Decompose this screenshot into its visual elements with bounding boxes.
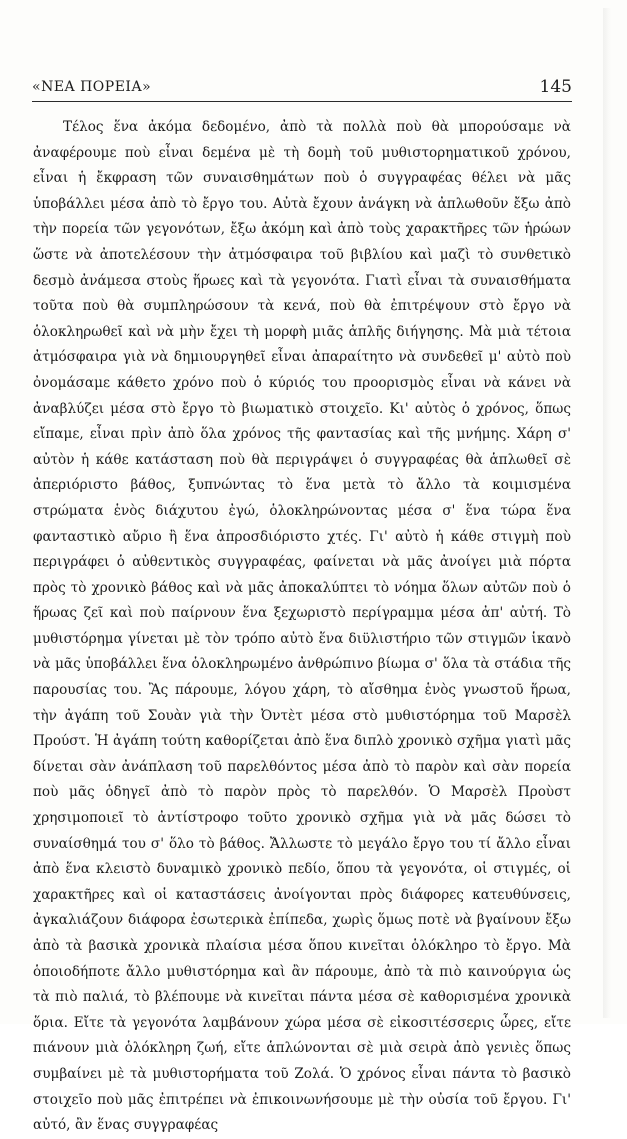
body-paragraph: Τέλος ἕνα ἀκόμα δεδομένο, ἀπὸ τὰ πολλὰ ποὺ θὰ μπορούσαμε νὰ ἀναφέρουμε ποὺ εἶναι δεμένα μὲ τὴ δομὴ τοῦ μυθιστορηματικοῦ χρόνου, εἶναι ἡ ἔκφραση τῶν συναισθημάτων ποὺ ὁ συγγραφέας θέλει νὰ μᾶς ὑποβάλλει μέσα ἀπὸ τὸ ἔργο του. Αὐτὰ ἔχουν ἀνάγκη νὰ ἀπλωθοῦν ἔξω ἀπὸ τὴν πορεία τῶν γεγονότων, ἔξω ἀκόμη καὶ ἀπὸ τοὺς χαρακτῆρες τῶν ἡρώων ὥστε νὰ ἀποτελέσουν τὴν ἀτμόσφαιρα τοῦ βιβλίου καὶ μαζὶ τὸ συνθετικὸ δεσμὸ ἀνάμεσα στοὺς ἥρωες καὶ τὰ γεγονότα. Γιατὶ εἶναι τὰ συναισθήματα τοῦτα ποὺ θὰ συμπληρώσουν τὰ κενά, ποὺ θὰ ἐπιτρέψουν στὸ ἔργο νὰ ὁλοκληρωθεῖ καὶ νὰ μὴν ἔχει τὴ μορφὴ μιᾶς ἁπλῆς διήγησης. Μὰ μιὰ τέτοια ἀτμόσφαιρα γιὰ νὰ δημιουργηθεῖ εἶναι ἀπαραίτητο νὰ συνδεθεῖ μ' αὐτὸ ποὺ ὀνομάσαμε κάθετο χρόνο ποὺ ὁ κύριός του προορισμὸς εἶναι νὰ κάνει νὰ ἀναβλύζει μέσα στὸ ἔργο τὸ βιωματικὸ στοιχεῖο. Κι' αὐτὸς ὁ χρόνος, ὅπως εἴπαμε, εἶναι πρὶν ἀπὸ ὅλα χρόνος τῆς φαντασίας καὶ τῆς μνήμης. Χάρη σ' αὐτὸν ἡ κάθε κατάσταση ποὺ θὰ περιγράψει ὁ συγγραφέας θὰ ἁπλωθεῖ σὲ ἀπεριόριστο βάθος, ξυπνώντας τὸ ἕνα μετὰ τὸ ἄλλο τὰ κοιμισμένα στρώματα ἑνὸς διάχυτου ἐγώ, ὁλοκληρώνοντας μέσα σ' ἕνα τώρα ἕνα φανταστικὸ αὔριο ἢ ἕνα ἀπροσδιόριστο χτές. Γι' αὐτὸ ἡ κάθε στιγμὴ ποὺ περιγράφει ὁ αὐθεντικὸς συγγραφέας, φαίνεται νὰ μᾶς ἀνοίγει μιὰ πόρτα πρὸς τὸ χρονικὸ βάθος καὶ νὰ μᾶς ἀποκαλύπτει τὸ νόημα ὅλων αὐτῶν ποὺ ὁ ἥρωας ζεῖ καὶ ποὺ παίρνουν ἕνα ξεχωριστὸ περίγραμμα μέσα ἀπ' αὐτή. Τὸ μυθιστόρημα γίνεται μὲ τὸν τρόπο αὐτὸ ἕνα διϋλιστήριο τῶν στιγμῶν ἱκανὸ νὰ μᾶς ὑποβάλλει ἕνα ὁλοκληρωμένο ἀνθρώπινο βίωμα σ' ὅλα τὰ στάδια τῆς παρουσίας του. Ἂς πάρουμε, λόγου χάρη, τὸ αἴσθημα ἑνὸς γνωστοῦ ἥρωα, τὴν ἀγάπη τοῦ Σουὰν γιὰ τὴν Ὀντὲτ μέσα στὸ μυθιστόρημα τοῦ Μαρσὲλ Προύστ. Ἡ ἀγάπη τούτη καθορίζεται ἀπὸ ἕνα διπλὸ χρονικὸ σχῆμα γιατὶ μᾶς δίνεται σὰν ἀνάπλαση τοῦ παρελθόντος μέσα ἀπὸ τὸ παρὸν καὶ σὰν πορεία ποὺ μᾶς ὁδηγεῖ ἀπὸ τὸ παρὸν πρὸς τὸ παρελθόν. Ὁ Μαρσὲλ Προὺστ χρησιμοποιεῖ τὸ ἀντίστροφο τοῦτο χρονικὸ σχῆμα γιὰ νὰ μᾶς δώσει τὸ συναίσθημά του σ' ὅλο τὸ βάθος. Ἄλλωστε τὸ μεγάλο ἔργο του τί ἄλλο εἶναι ἀπὸ ἕνα κλειστὸ δυναμικὸ χρονικὸ πεδίο, ὅπου τὰ γεγονότα, οἱ στιγμές, οἱ χαρακτῆρες καὶ οἱ καταστάσεις ἀνοίγονται πρὸς διάφορες κατευθύνσεις, ἀγκαλιάζουν διάφορα ἐσωτερικὰ ἐπίπεδα, χωρὶς ὅμως ποτὲ νὰ βγαίνουν ἔξω ἀπὸ τὰ βασικὰ χρονικὰ πλαίσια μέσα ὅπου κινεῖται ὁλόκληρο τὸ ἔργο. Μὰ ὁποιοδήποτε ἄλλο μυθιστόρημα καὶ ἂν πάρουμε, ἀπὸ τὰ πιὸ καινούργια ὡς τὰ πιὸ παλιά, τὸ βλέπουμε νὰ κινεῖται πάντα μέσα σὲ καθορισμένα χρονικὰ ὅρια. Εἴτε τὰ γεγονότα λαμβάνουν χώρα μέσα σὲ εἰκοσιτέσσερις ὧρες, εἴτε πιάνουν μιὰ ὁλόκληρη ζωή, εἴτε ἁπλώνονται σὲ μιὰ σειρὰ ἀπὸ γενιὲς ὅπως συμβαίνει μὲ τὰ μυθιστορήματα τοῦ Ζολά. Ὁ χρόνος εἶναι πάντα τὸ βασικὸ στοιχεῖο ποὺ μᾶς ἐπιτρέπει νὰ ἐπικοινωνήσουμε μὲ τὴν οὐσία τοῦ ἔργου. Γι' αὐτό, ἂν ἕνας συγγραφέας [33,119,571,1134]
page-number: 145 [539,77,572,97]
journal-name: «ΝΕΑ ΠΟΡΕΙΑ» [32,79,152,95]
page-edge-shadow [603,8,611,1018]
header-rule [32,101,572,102]
running-header [32,79,572,101]
